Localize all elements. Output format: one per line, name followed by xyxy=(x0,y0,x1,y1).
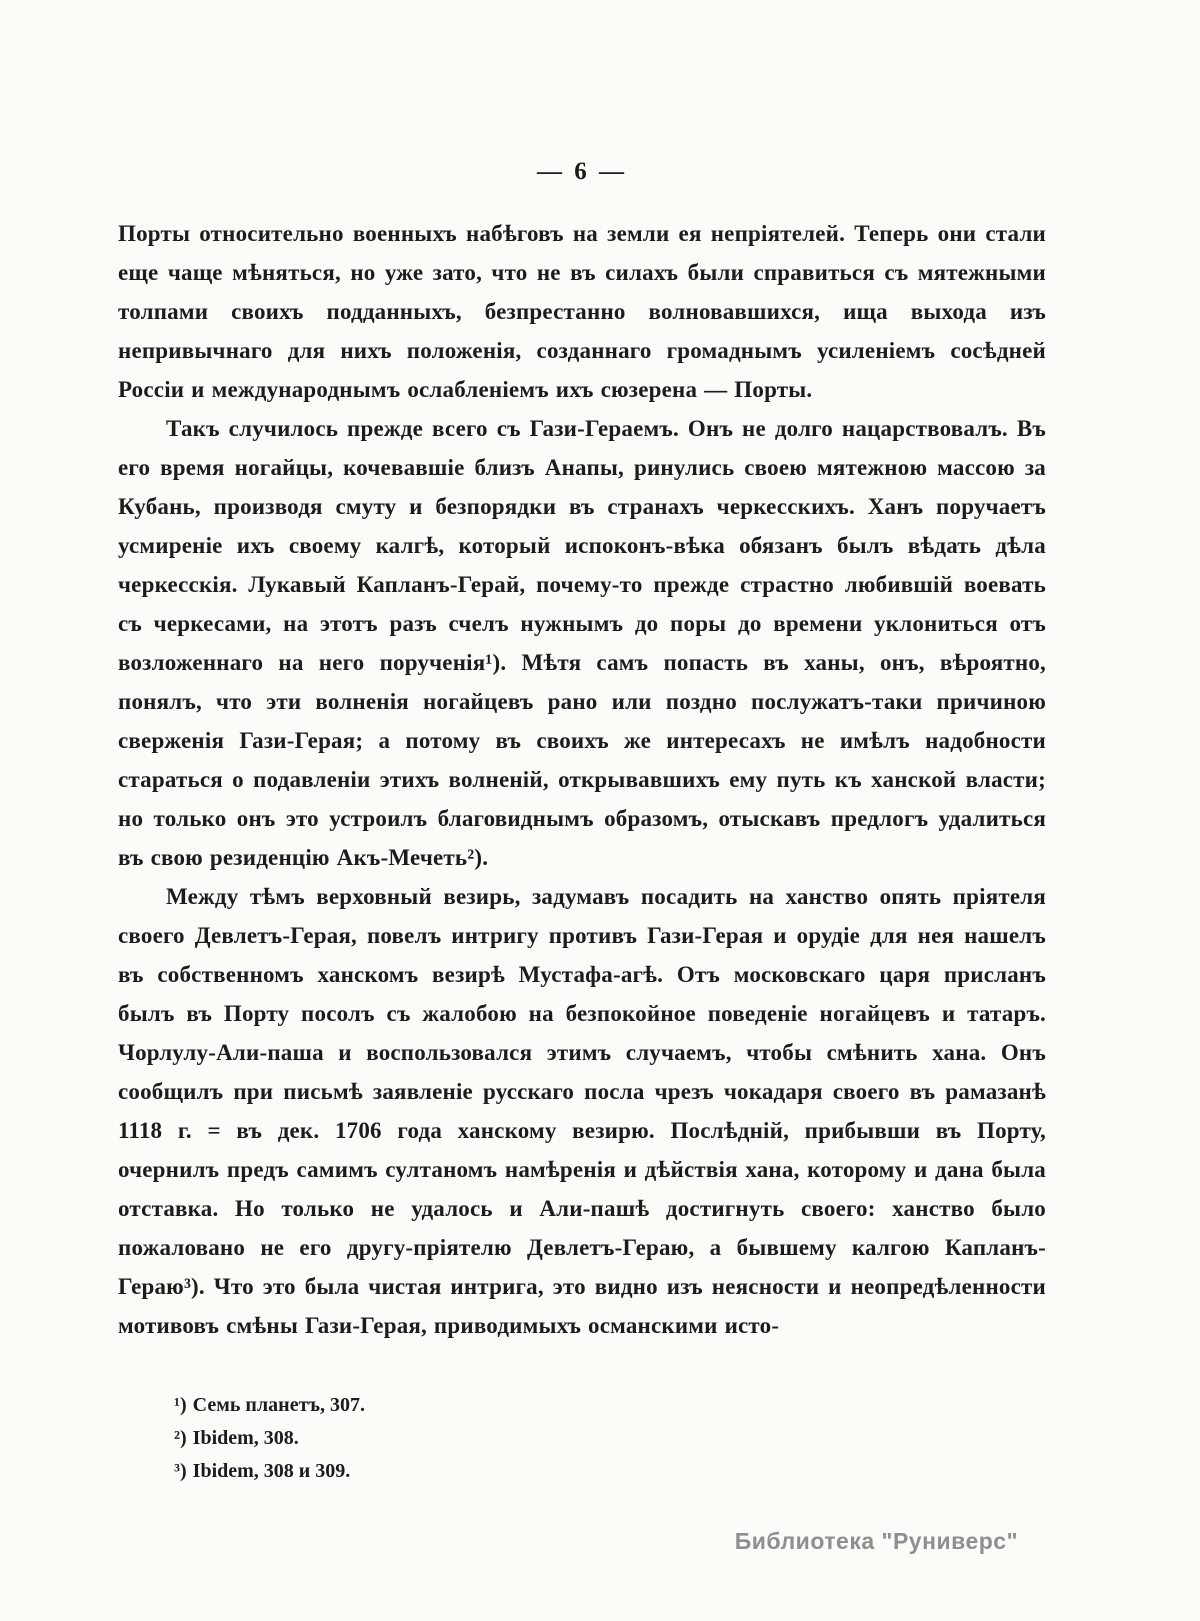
footnotes xyxy=(118,1389,1046,1488)
footnote-marker: ³) xyxy=(174,1460,187,1482)
footnote-text: Ibidem, 308 и 309. xyxy=(192,1460,351,1482)
footnote xyxy=(174,1455,1046,1488)
footnote-text: Ibidem, 308. xyxy=(192,1427,299,1449)
paragraph: Между тѣмъ верховный везирь, задумавъ посадить на ханство опять пріятеля своего Девлетъ-Герая, повелъ интригу противъ Гази-Герая и орудіе для нея нашелъ въ собственномъ ханскомъ везирѣ Мустафа-агѣ. Отъ московскаго царя присланъ былъ въ Порту посолъ съ жалобою на безпокойное поведеніе ногайцевъ и татаръ. Чорлулу-Али-паша и воспользовался этимъ случаемъ, чтобы смѣнить хана. Онъ сообщилъ при письмѣ заявленіе русскаго посла чрезъ чокадаря своего въ рамазанѣ 1118 г. = въ дек. 1706 года ханскому везирю. Послѣдній, прибывши въ Порту, очернилъ предъ самимъ султаномъ намѣренія и дѣйствія хана, которому и дана была отставка. Но только не удалось и Али-пашѣ достигнуть своего: ханство было пожаловано не его другу-пріятелю Девлетъ-Гераю, а бывшему калгою Капланъ-Гераю³). Что это была чистая интрига, это видно изъ неясности и неопредѣленности мотивовъ смѣны Гази-Герая, приводимыхъ османскими исто- xyxy=(118,884,1046,1338)
footnote xyxy=(174,1389,1046,1422)
book-page xyxy=(118,158,1046,1488)
page-body xyxy=(118,214,1046,1345)
paragraph: Такъ случилось прежде всего съ Гази-Гераемъ. Онъ не долго нацарствовалъ. Въ его время ногайцы, кочевавшіе близъ Анапы, ринулись своею мятежною массою за Кубань, производя смуту и безпорядки въ странахъ черкесскихъ. Ханъ поручаетъ усмиреніе ихъ своему калгѣ, который испоконъ-вѣка обязанъ былъ вѣдать дѣла черкесскія. Лукавый Капланъ-Герай, почему-то прежде страстно любившій воевать съ черкесами, на этотъ разъ счелъ нужнымъ до поры до времени уклониться отъ возложеннаго на него порученія¹). Мѣтя самъ попасть въ ханы, онъ, вѣроятно, понялъ, что эти волненія ногайцевъ рано или поздно послужатъ-таки причиною сверженія Гази-Герая; а потому въ своихъ же интересахъ не имѣлъ надобности стараться о подавленіи этихъ волненій, открывавшихъ ему путь къ ханской власти; но только онъ это устроилъ благовиднымъ образомъ, отыскавъ предлогъ удалиться въ свою резиденцію Акъ-Мечеть²). xyxy=(118,416,1046,870)
footnote-text: Семь планетъ, 307. xyxy=(192,1394,366,1416)
library-watermark: Библиотека "Руниверс" xyxy=(734,1528,1018,1554)
paragraph: Порты относительно военныхъ набѣговъ на земли ея непріятелей. Теперь они стали еще чаще мѣняться, но уже зато, что не въ силахъ были справиться съ мятежными толпами своихъ подданныхъ, безпрестанно волновавшихся, ища выхода изъ непривычнаго для нихъ положенія, созданнаго громаднымъ усиленіемъ сосѣдней Россіи и международнымъ ослабленіемъ ихъ сюзерена — Порты. xyxy=(118,221,1046,402)
page-number: — 6 — xyxy=(537,158,627,185)
footnote-marker: ¹) xyxy=(174,1394,187,1416)
footnote-marker: ²) xyxy=(174,1427,187,1449)
footnote xyxy=(174,1422,1046,1455)
